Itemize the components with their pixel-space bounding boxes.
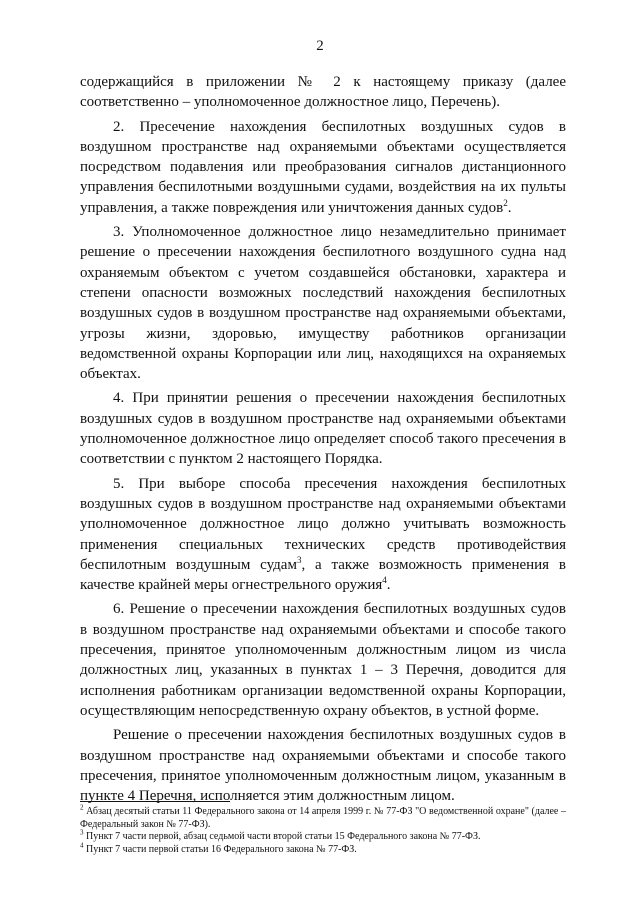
paragraph-text: 6. Решение о пресечении нахождения беспилотных воздушных судов в воздушном пространстве над охраняемыми объектами и способе такого пресечения, принятое уполномоченным должностным лицом из числа должностных лиц, указанных в пунктах 1 – 3 Перечня, доводится для исполнения работникам организации ведомственной охраны Корпорации, осуществляющим непосредственную охрану объектов, в устной форме. (80, 601, 566, 719)
footnote-item (80, 803, 566, 831)
footnote-item (80, 828, 566, 844)
paragraph-text: 5. При выборе способа пресечения нахождения беспилотных воздушных судов в воздушном пространстве над охраняемыми объектами уполномоченное должностное лицо должно учитывать возможность применения специальных технических средств противодействия беспилотным воздушным судам (80, 475, 566, 573)
paragraph-text: Решение о пресечении нахождения беспилотных воздушных судов в воздушном пространстве над охраняемыми объектами и способе такого пресечения, принятое уполномоченным должностным лицом, указанным в пункте 4 Перечня, исполняется этим должностным лицом. (80, 727, 566, 805)
paragraph-item-2 (80, 117, 566, 218)
footnote-number: 3 (80, 828, 84, 837)
page-number: 2 (316, 38, 324, 54)
paragraph-text: 2. Пресечение нахождения беспилотных воздушных судов в воздушном пространстве над охраняемыми объектами осуществляется посредством подавления или преобразования сигналов дистанционного управления беспилотными воздушными судами, воздействия на их пульты управления, а также повреждения или уничтожения данных судов (80, 118, 566, 216)
footnote-text: Абзац десятый статьи 11 Федерального закона от 14 апреля 1999 г. № 77-ФЗ "О ведомственной охране" (далее – Федеральный закон № 77-ФЗ). (80, 806, 566, 830)
paragraph-item-4 (80, 388, 566, 469)
footnote-text: Пункт 7 части первой, абзац седьмой части второй статьи 15 Федерального закона № 77-ФЗ. (83, 831, 481, 842)
paragraph-continuation (80, 72, 566, 113)
footnote-item (80, 841, 566, 857)
paragraph-text: содержащийся в приложении № 2 к настоящему приказу (далее соответственно – уполномоченное должностное лицо, Перечень). (80, 74, 566, 111)
footnote-reference: 2 (503, 197, 508, 208)
footnote-text: Пункт 7 части первой статьи 16 Федерального закона № 77-ФЗ. (83, 843, 357, 855)
footnote-number: 4 (80, 841, 84, 850)
footnote-reference: 4 (382, 575, 387, 586)
paragraph-item-3 (80, 222, 566, 384)
footnotes (80, 803, 566, 856)
paragraph-text: 4. При принятии решения о пресечении нахождения беспилотных воздушных судов в воздушном пространстве над охраняемыми объектами уполномоченное должностное лицо определяет способ такого пресечения в соответствии с пунктом 2 настоящего Порядка. (80, 390, 566, 468)
paragraph-tail: , а также возможность применения в качестве крайней меры огнестрельного оружия (80, 556, 566, 594)
footnote-separator (80, 801, 230, 802)
paragraph-item-6 (80, 599, 566, 721)
footnote-number: 2 (80, 803, 84, 812)
footnote-reference: 3 (296, 554, 302, 565)
paragraph-text: 3. Уполномоченное должностное лицо незамедлительно принимает решение о пресечении нахождения беспилотного воздушного судна над охраняемым объектом с учетом создавшейся обстановки, характера и степени опасности возможных последствий нахождения беспилотных воздушных судов в воздушном пространстве над охраняемыми объектами, угрозы жизни, здоровью, имуществу работников организации ведомственной охраны Корпорации или лиц, находящихся на охраняемых объектах. (80, 224, 566, 383)
document-body (80, 72, 566, 810)
paragraph-item-6-continued (80, 725, 566, 806)
paragraph-tail: . (507, 199, 512, 216)
paragraph-tail: . (386, 577, 391, 594)
paragraph-item-5 (80, 474, 566, 596)
